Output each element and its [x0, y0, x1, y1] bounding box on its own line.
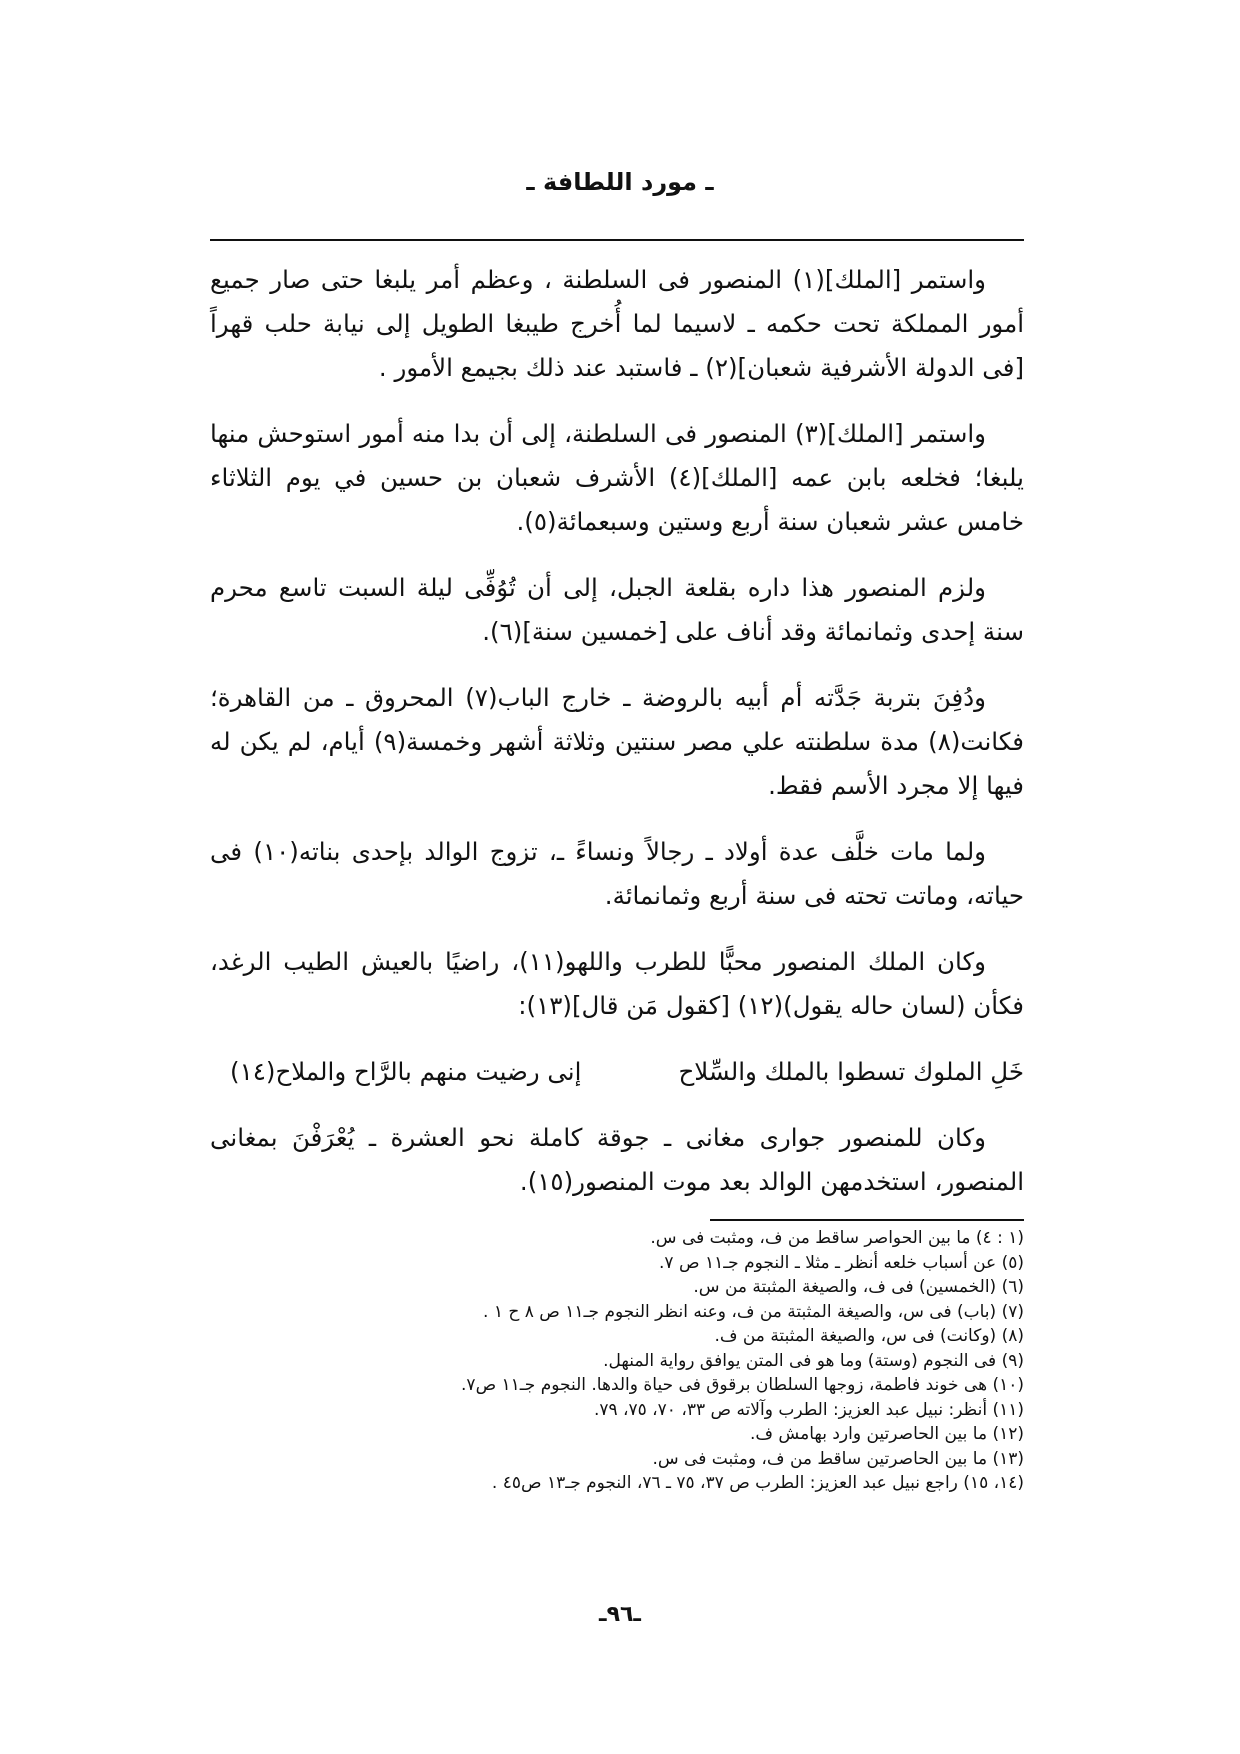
footnote: (١٤، ١٥) راجع نبيل عبد العزيز: الطرب ص ٣٧، ٧٥ ـ ٧٦، النجوم جـ١٣ ص٤٥ . [491, 1473, 1024, 1493]
paragraph: ودُفِنَ بتربة جَدَّته أم أبيه بالروضة ـ خارج الباب(٧) المحروق ـ من القاهرة؛ فكانت(٨) مدة سلطنته علي مصر سنتين وثلاثة أشهر وخمسة(٩) أيام، لم يكن له فيها إلا مجرد الأسم فقط. [210, 683, 1025, 800]
footnote: (٧) (باب) فى س، والصيغة المثبتة من ف، وعنه انظر النجوم جـ١١ ص ٨ ح ١ . [483, 1301, 1024, 1322]
footnote: (٩) فى النجوم (وستة) وما هو فى المتن يوافق رواية المنهل. [603, 1350, 1024, 1371]
paragraph: واستمر [الملك](٣) المنصور فى السلطنة، إلى أن بدا منه أمور استوحش منها يلبغا؛ فخلعه بابن عمه [الملك](٤) الأشرف شعبان بن حسين في يوم الثلاثاء خامس عشر شعبان سنة أربع وستين وسبعمائة(٥). [210, 419, 1024, 536]
footnotes [300, 1226, 1024, 1496]
footnote: (١٣) ما بين الحاصرتين ساقط من ف، ومثبت فى س. [652, 1448, 1024, 1469]
footnote: (٦) (الخمسين) فى ف، والصيغة المثبتة من س. [693, 1277, 1024, 1297]
footnote: (١٠) هى خوند فاطمة، زوجها السلطان برقوق فى حياة والدها. النجوم جـ١١ ص٧. [461, 1375, 1024, 1395]
footnote: (١٢) ما بين الحاصرتين وارد بهامش ف. [750, 1424, 1024, 1444]
main-text [210, 258, 1024, 1226]
footnote: (١ : ٤) ما بين الحواصر ساقط من ف، ومثبت فى س. [650, 1228, 1024, 1248]
paragraph: واستمر [الملك](١) المنصور فى السلطنة ، وعظم أمر يلبغا حتى صار جميع أمور المملكة تحت حكمه ـ لاسيما لما أُخرج طيبغا الطويل إلى نيابة حلب قهراً [فى الدولة الأشرفية شعبان](٢) ـ فاستبد عند ذلك بجيمع الأمور . [210, 265, 1024, 382]
poetry-verse [210, 1050, 1024, 1094]
footnote: (٨) (وكانت) فى س، والصيغة المثبتة من ف. [714, 1326, 1024, 1346]
header-rule [210, 239, 1024, 241]
footnote: (١١) أنظر: نبيل عبد العزيز: الطرب وآلاته ص ٣٣، ٧٠، ٧٥، ٧٩. [593, 1399, 1024, 1420]
footnote: (٥) عن أسباب خلعه أنظر ـ مثلا ـ النجوم جـ١١ ص ٧. [659, 1252, 1024, 1273]
paragraph: وكان الملك المنصور محبًّا للطرب واللهو(١١)، راضيًا بالعيش الطيب الرغد، فكأن (لسان حاله يقول)(١٢) [كقول مَن قال](١٣): [210, 947, 1024, 1020]
page-number: ـ٩٦ـ [599, 1602, 641, 1627]
running-title: ـ مورد اللطافة ـ [526, 168, 714, 196]
footnote-rule [710, 1219, 1024, 1221]
verse-first-hemistich: خَلِ الملوك تسطوا بالملك والسِّلاح [678, 1057, 1024, 1086]
paragraph: وكان للمنصور جوارى مغانى ـ جوقة كاملة نحو العشرة ـ يُعْرَفْنَ بمغانى المنصور، استخدمهن الوالد بعد موت المنصور(١٥). [210, 1123, 1024, 1196]
paragraph: ولما مات خلَّف عدة أولاد ـ رجالاً ونساءً ـ، تزوج الوالد بإحدى بناته(١٠) فى حياته، وماتت تحته فى سنة أربع وثمانمائة. [210, 837, 1024, 910]
verse-second-hemistich: إنى رضيت منهم بالرَّاح والملاح(١٤) [230, 1057, 582, 1086]
paragraph: ولزم المنصور هذا داره بقلعة الجبل، إلى أن تُوُفِّى ليلة السبت تاسع محرم سنة إحدى وثمانمائة وقد أناف على [خمسين سنة](٦). [210, 573, 1024, 646]
